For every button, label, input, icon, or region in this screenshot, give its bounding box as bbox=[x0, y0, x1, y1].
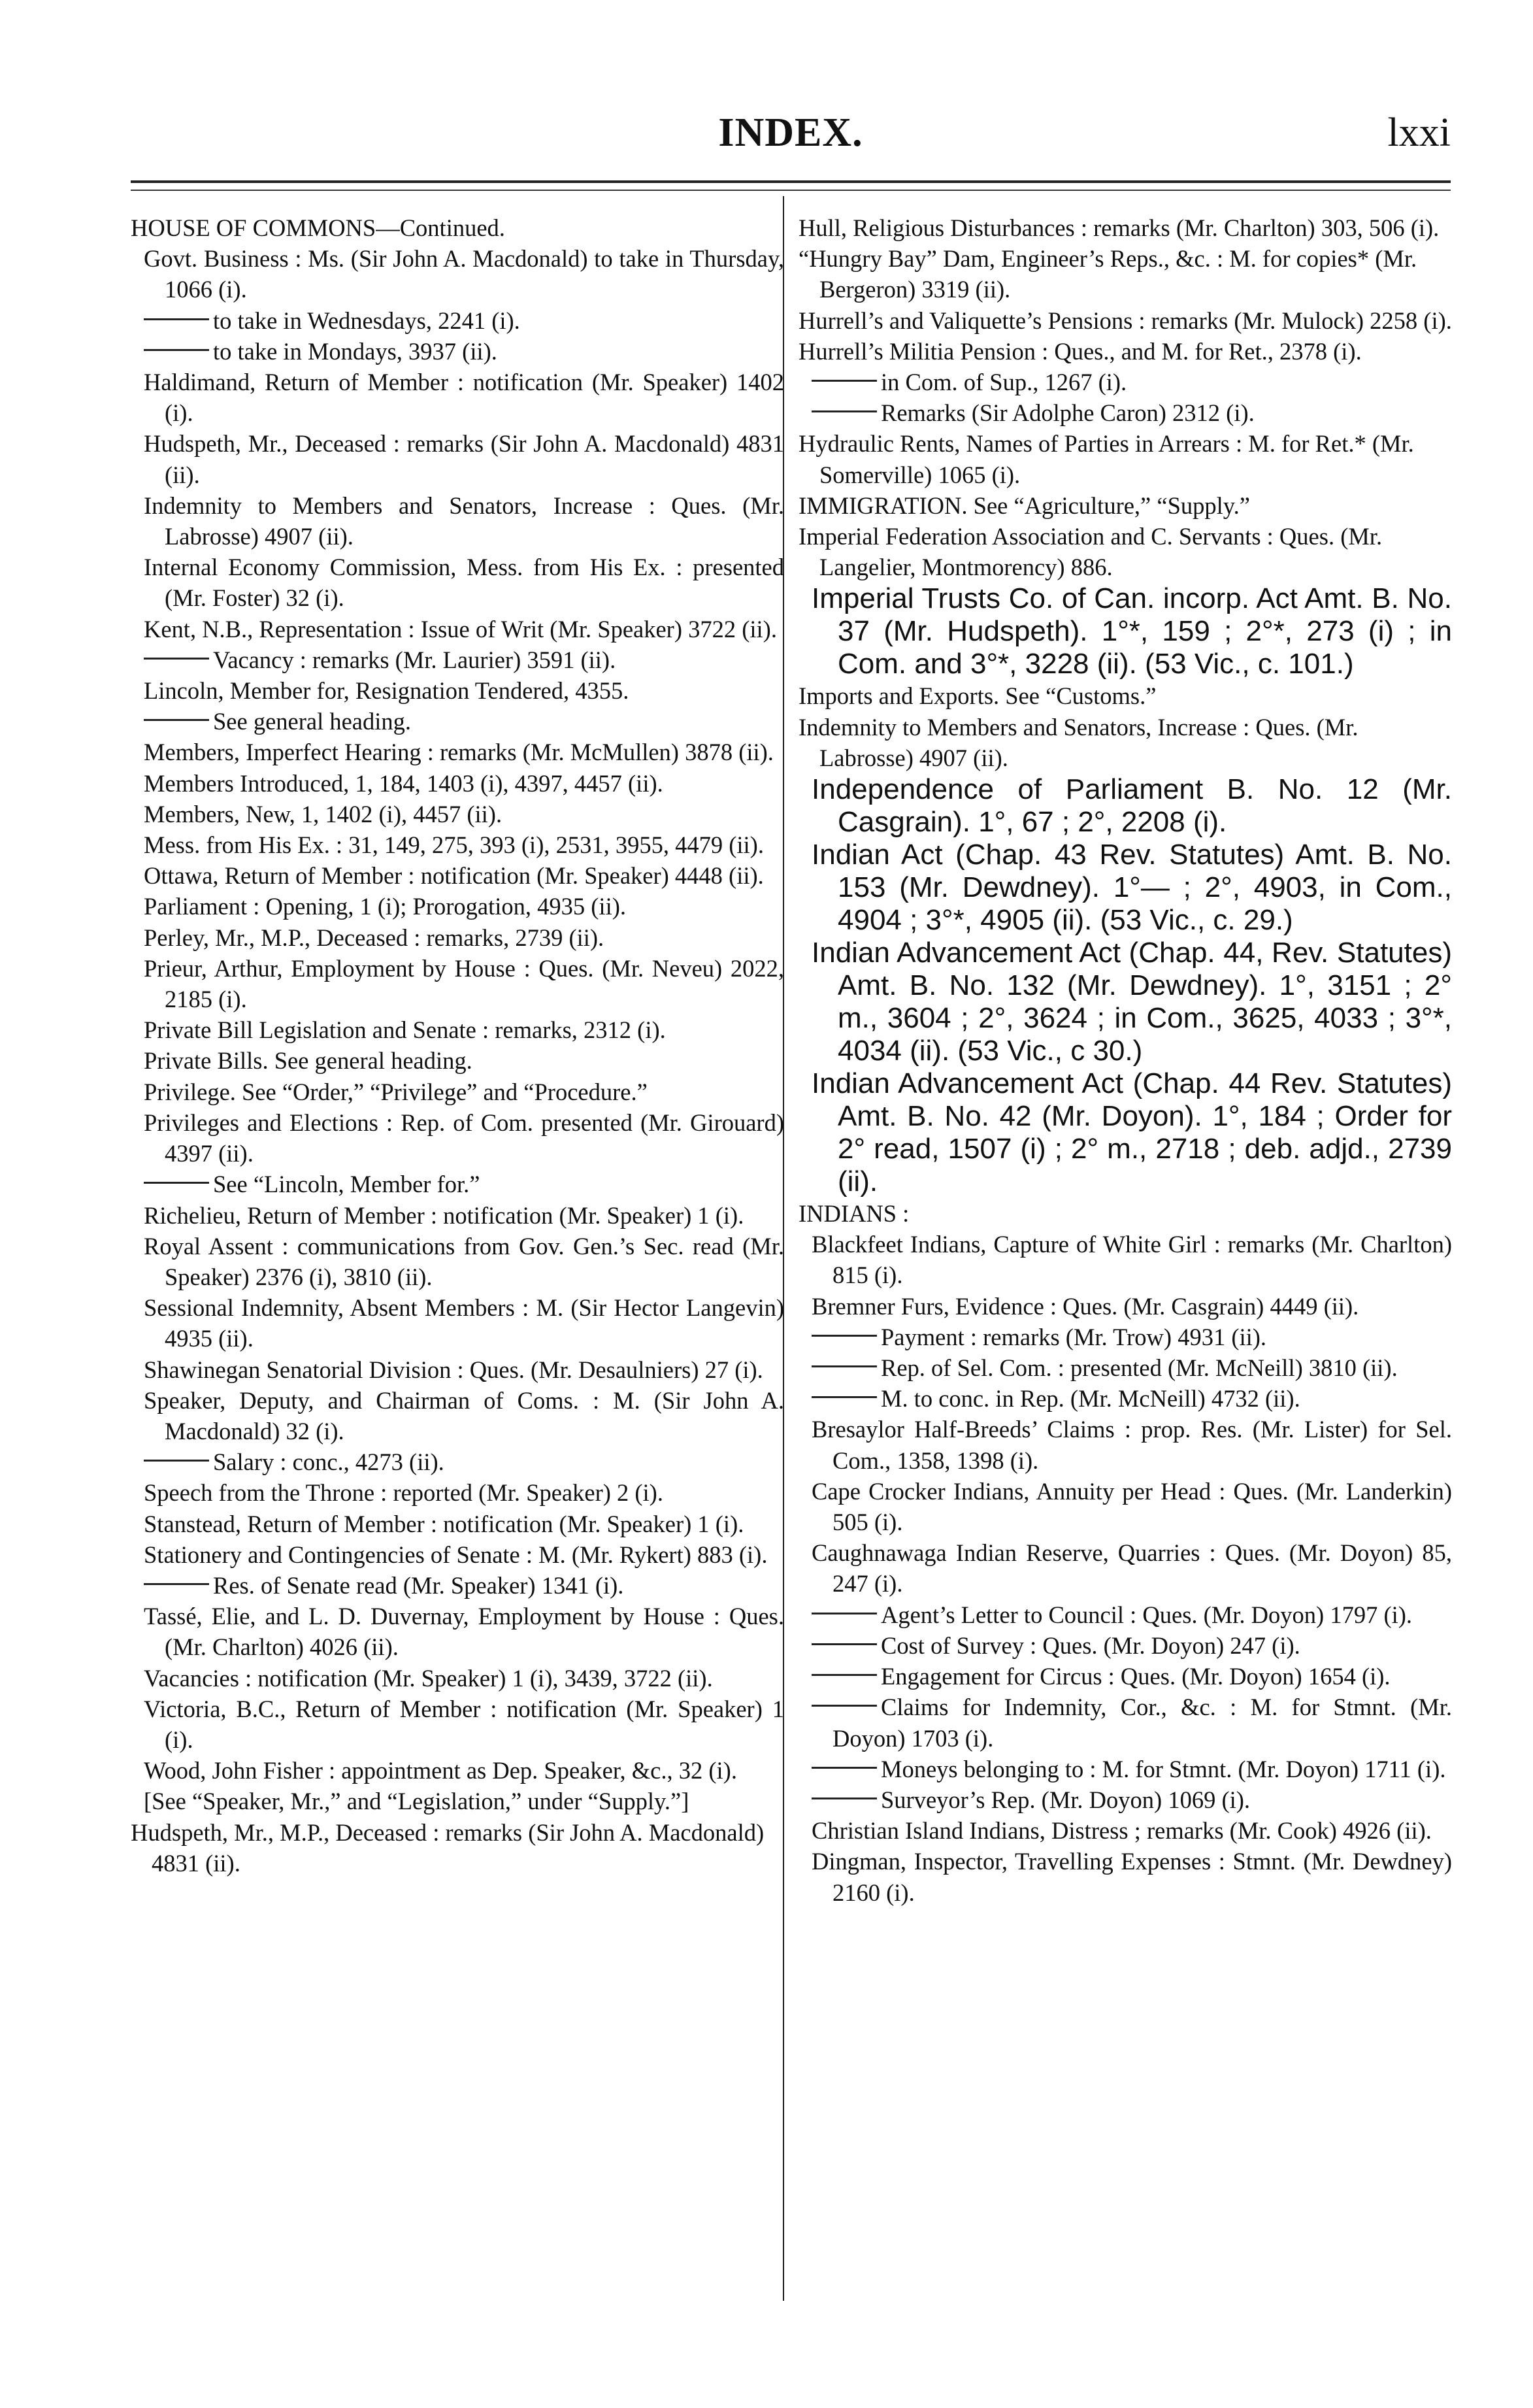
index-entry bbox=[799, 1815, 1452, 1846]
ditto-dash bbox=[812, 1365, 877, 1367]
entry-text: Blackfeet Indians, Capture of White Girl : remarks (Mr. Charlton) 815 (i). bbox=[812, 1231, 1452, 1289]
index-entry bbox=[131, 336, 784, 367]
header-rule-thin bbox=[131, 190, 1451, 191]
index-entry bbox=[799, 680, 1452, 711]
entry-text: Christian Island Indians, Distress ; remarks (Mr. Cook) 4926 (ii). bbox=[812, 1817, 1432, 1845]
ditto-dash bbox=[812, 1705, 877, 1707]
entry-text: M. to conc. in Rep. (Mr. McNeill) 4732 (ii). bbox=[881, 1385, 1300, 1413]
entry-text: Bresaylor Half-Breeds’ Claims : prop. Res. (Mr. Lister) for Sel. Com., 1358, 1398 (i). bbox=[812, 1416, 1452, 1474]
index-entry bbox=[131, 367, 784, 428]
index-entry bbox=[131, 860, 784, 891]
ditto-dash bbox=[144, 1182, 209, 1184]
index-entry bbox=[131, 1817, 784, 1879]
entry-text: Kent, N.B., Representation : Issue of Writ (Mr. Speaker) 3722 (ii). bbox=[144, 615, 777, 643]
entry-text: Hull, Religious Disturbances : remarks (Mr. Charlton) 303, 506 (i). bbox=[799, 214, 1440, 241]
entry-text: Private Bills. See general heading. bbox=[144, 1047, 472, 1075]
entry-text: Imports and Exports. See “Customs.” bbox=[799, 682, 1157, 710]
entry-text: Hydraulic Rents, Names of Parties in Arrears : M. for Ret.* (Mr. Somerville) 1065 (i). bbox=[799, 430, 1414, 488]
ditto-dash bbox=[144, 1460, 209, 1462]
index-entry bbox=[799, 243, 1452, 305]
entry-text: Shawinegan Senatorial Division : Ques. (Mr. Desaulniers) 27 (i). bbox=[144, 1356, 763, 1383]
index-entry bbox=[131, 1385, 784, 1446]
entry-text: Indian Advancement Act (Chap. 44 Rev. Statutes) Amt. B. No. 42 (Mr. Doyon). 1°, 184 ; Order for 2° read, 1507 (i) ; 2° m., 2718 ; deb. adjd., 2739 (ii). bbox=[812, 1067, 1452, 1198]
entry-text: Agent’s Letter to Council : Ques. (Mr. Doyon) 1797 (i). bbox=[881, 1601, 1413, 1628]
index-entry bbox=[131, 614, 784, 644]
entry-text: Stanstead, Return of Member : notification (Mr. Speaker) 1 (i). bbox=[144, 1510, 744, 1537]
ditto-dash bbox=[144, 658, 209, 660]
entry-text: Vacancy : remarks (Mr. Laurier) 3591 (ii). bbox=[213, 646, 616, 673]
entry-text: Hudspeth, Mr., Deceased : remarks (Sir John A. Macdonald) 4831 (ii). bbox=[144, 430, 784, 488]
index-entry bbox=[799, 582, 1452, 680]
index-entry bbox=[131, 243, 784, 305]
index-entry bbox=[799, 212, 1452, 243]
index-entry bbox=[131, 675, 784, 706]
entry-text: Salary : conc., 4273 (ii). bbox=[213, 1448, 444, 1476]
entry-text: “Hungry Bay” Dam, Engineer’s Reps., &c. : M. for copies* (Mr. Bergeron) 3319 (ii). bbox=[799, 245, 1417, 303]
index-entry bbox=[799, 1383, 1452, 1414]
index-entry bbox=[131, 891, 784, 922]
entry-text: Sessional Indemnity, Absent Members : M. (Sir Hector Langevin) 4935 (ii). bbox=[144, 1294, 784, 1352]
index-entry bbox=[131, 1539, 784, 1570]
entry-text: Ottawa, Return of Member : notification (Mr. Speaker) 4448 (ii). bbox=[144, 862, 764, 890]
entry-text: Caughnawaga Indian Reserve, Quarries : Ques. (Mr. Doyon) 85, 247 (i). bbox=[812, 1539, 1452, 1597]
entry-text: Indemnity to Members and Senators, Increase : Ques. (Mr. Labrosse) 4907 (ii). bbox=[799, 713, 1359, 771]
entry-text: [See “Speaker, Mr.,” and “Legislation,” under “Supply.”] bbox=[144, 1788, 689, 1815]
index-entry bbox=[131, 1694, 784, 1755]
index-entry bbox=[131, 1446, 784, 1477]
index-entry bbox=[131, 305, 784, 336]
index-entry bbox=[799, 1630, 1452, 1661]
index-entry bbox=[131, 1169, 784, 1199]
ditto-dash bbox=[812, 1674, 877, 1676]
entry-text: to take in Wednesdays, 2241 (i). bbox=[213, 307, 520, 334]
index-entry bbox=[799, 1067, 1452, 1198]
entry-text: IMMIGRATION. See “Agriculture,” “Supply.” bbox=[799, 492, 1250, 519]
entry-text: Perley, Mr., M.P., Deceased : remarks, 2739 (ii). bbox=[144, 924, 604, 951]
entry-text: Hurrell’s Militia Pension : Ques., and M. for Ret., 2378 (i). bbox=[799, 337, 1362, 365]
index-entry bbox=[131, 644, 784, 675]
index-entry bbox=[799, 367, 1452, 397]
page-title: INDEX. bbox=[718, 110, 863, 155]
entry-text: Claims for Indemnity, Cor., &c. : M. for Stmnt. (Mr. Doyon) 1703 (i). bbox=[832, 1694, 1452, 1752]
index-entry bbox=[131, 1663, 784, 1694]
index-entry bbox=[131, 737, 784, 767]
page-header bbox=[131, 98, 1451, 170]
index-entry bbox=[799, 1322, 1452, 1352]
index-entry bbox=[799, 336, 1452, 367]
index-entry bbox=[131, 552, 784, 613]
index-entry bbox=[131, 1077, 784, 1107]
entry-text: in Com. of Sup., 1267 (i). bbox=[881, 369, 1127, 396]
entry-text: Victoria, B.C., Return of Member : notification (Mr. Speaker) 1 (i). bbox=[144, 1695, 784, 1753]
entry-text: Wood, John Fisher : appointment as Dep. Speaker, &c., 32 (i). bbox=[144, 1757, 737, 1784]
index-entry bbox=[131, 1786, 784, 1816]
entry-text: Independence of Parliament B. No. 12 (Mr. Casgrain). 1°, 67 ; 2°, 2208 (i). bbox=[812, 773, 1452, 839]
index-entry bbox=[131, 1509, 784, 1539]
entry-text: to take in Mondays, 3937 (ii). bbox=[213, 337, 497, 365]
entry-text: Cost of Survey : Ques. (Mr. Doyon) 247 (i). bbox=[881, 1631, 1300, 1659]
index-entry bbox=[799, 1198, 1452, 1229]
index-entry bbox=[131, 1014, 784, 1045]
index-entry bbox=[799, 1476, 1452, 1537]
index-entry bbox=[799, 1661, 1452, 1692]
index-entry bbox=[799, 1784, 1452, 1815]
entry-text: Privileges and Elections : Rep. of Com. presented (Mr. Girouard) 4397 (ii). bbox=[144, 1109, 784, 1167]
index-entry bbox=[799, 839, 1452, 937]
index-entry bbox=[799, 1599, 1452, 1630]
entry-text: Parliament : Opening, 1 (i); Prorogation, 4935 (ii). bbox=[144, 893, 626, 920]
entry-text: Speech from the Throne : reported (Mr. Speaker) 2 (i). bbox=[144, 1479, 663, 1507]
entry-text: Rep. of Sel. Com. : presented (Mr. McNeill) 3810 (ii). bbox=[881, 1354, 1398, 1382]
index-entry bbox=[131, 1200, 784, 1231]
entry-text: Engagement for Circus : Ques. (Mr. Doyon) 1654 (i). bbox=[881, 1663, 1391, 1690]
index-entry bbox=[799, 521, 1452, 582]
ditto-dash bbox=[812, 410, 877, 412]
index-entry bbox=[799, 1692, 1452, 1753]
entry-text: Imperial Trusts Co. of Can. incorp. Act Amt. B. No. 37 (Mr. Hudspeth). 1°*, 159 ; 2°*, 273 (i) ; in Com. and 3°*, 3228 (ii). (53 Vic., c. 101.) bbox=[812, 582, 1452, 680]
index-entry bbox=[799, 1537, 1452, 1599]
index-entry bbox=[131, 1292, 784, 1354]
index-entry bbox=[799, 1229, 1452, 1290]
entry-text: Tassé, Elie, and L. D. Duvernay, Employment by House : Ques. (Mr. Charlton) 4026 (ii). bbox=[144, 1603, 784, 1661]
index-entry bbox=[131, 706, 784, 737]
entry-text: Mess. from His Ex. : 31, 149, 275, 393 (i), 2531, 3955, 4479 (ii). bbox=[144, 831, 764, 859]
entry-text: Stationery and Contingencies of Senate : M. (Mr. Rykert) 883 (i). bbox=[144, 1541, 768, 1568]
index-entry bbox=[131, 1354, 784, 1385]
entry-text: Govt. Business : Ms. (Sir John A. Macdonald) to take in Thursday, 1066 (i). bbox=[144, 245, 784, 303]
index-entry bbox=[799, 428, 1452, 490]
index-entry bbox=[131, 1755, 784, 1786]
index-entry bbox=[131, 799, 784, 829]
entry-text: Dingman, Inspector, Travelling Expenses : Stmnt. (Mr. Dewdney) 2160 (i). bbox=[812, 1848, 1452, 1906]
entry-text: Royal Assent : communications from Gov. Gen.’s Sec. read (Mr. Speaker) 2376 (i), 3810 (ii). bbox=[144, 1232, 784, 1290]
entry-text: Indian Act (Chap. 43 Rev. Statutes) Amt. B. No. 153 (Mr. Dewdney). 1°— ; 2°, 4903, in Com., 4904 ; 3°*, 4905 (ii). (53 Vic., c. 29.) bbox=[812, 839, 1452, 937]
index-entry bbox=[799, 712, 1452, 773]
index-entry bbox=[799, 1754, 1452, 1784]
entry-text: Prieur, Arthur, Employment by House : Ques. (Mr. Neveu) 2022, 2185 (i). bbox=[144, 954, 784, 1013]
index-entry bbox=[131, 1570, 784, 1601]
ditto-dash bbox=[812, 380, 877, 382]
header-rule bbox=[131, 180, 1451, 183]
entry-text: Richelieu, Return of Member : notification (Mr. Speaker) 1 (i). bbox=[144, 1201, 744, 1229]
ditto-dash bbox=[144, 349, 209, 351]
entry-text: Indian Advancement Act (Chap. 44, Rev. Statutes) Amt. B. No. 132 (Mr. Dewdney). 1°, 3151 ; 2° m., 3604 ; 2°, 3624 ; in Com., 3625, 4033 ; 3°*, 4034 (ii). (53 Vic., c 30.) bbox=[812, 937, 1452, 1067]
ditto-dash bbox=[812, 1613, 877, 1614]
index-entry bbox=[131, 1231, 784, 1292]
index-entry bbox=[131, 953, 784, 1014]
ditto-dash bbox=[144, 318, 209, 320]
entry-text: See “Lincoln, Member for.” bbox=[213, 1171, 480, 1198]
ditto-dash bbox=[812, 1396, 877, 1398]
entry-text: Remarks (Sir Adolphe Caron) 2312 (i). bbox=[881, 399, 1255, 427]
right-column bbox=[799, 212, 1452, 1908]
index-entry bbox=[799, 1291, 1452, 1322]
entry-text: INDIANS : bbox=[799, 1200, 910, 1228]
ditto-dash bbox=[812, 1798, 877, 1799]
entry-text: Internal Economy Commission, Mess. from His Ex. : presented (Mr. Foster) 32 (i). bbox=[144, 554, 784, 612]
ditto-dash bbox=[144, 1583, 209, 1585]
ditto-dash bbox=[812, 1335, 877, 1337]
entry-text: Cape Crocker Indians, Annuity per Head : Ques. (Mr. Landerkin) 505 (i). bbox=[812, 1477, 1452, 1536]
entry-text: Hudspeth, Mr., M.P., Deceased : remarks (Sir John A. Macdonald) 4831 (ii). bbox=[131, 1818, 765, 1877]
index-entry bbox=[131, 1107, 784, 1169]
ditto-dash bbox=[144, 719, 209, 721]
entry-text: Private Bill Legislation and Senate : remarks, 2312 (i). bbox=[144, 1016, 666, 1044]
entry-text: See general heading. bbox=[213, 708, 412, 735]
entry-text: Res. of Senate read (Mr. Speaker) 1341 (i). bbox=[213, 1571, 624, 1599]
index-entry bbox=[131, 1477, 784, 1508]
entry-text: Surveyor’s Rep. (Mr. Doyon) 1069 (i). bbox=[881, 1786, 1251, 1813]
index-entry bbox=[799, 1846, 1452, 1907]
index-entry bbox=[131, 428, 784, 490]
entry-text: Speaker, Deputy, and Chairman of Coms. : M. (Sir John A. Macdonald) 32 (i). bbox=[144, 1386, 784, 1445]
index-entry bbox=[131, 1045, 784, 1076]
entry-text: Haldimand, Return of Member : notification (Mr. Speaker) 1402 (i). bbox=[144, 369, 784, 427]
index-entry bbox=[799, 937, 1452, 1067]
index-entry bbox=[131, 490, 784, 552]
entry-text: Moneys belonging to : M. for Stmnt. (Mr. Doyon) 1711 (i). bbox=[881, 1755, 1446, 1782]
entry-text: Members, Imperfect Hearing : remarks (Mr. McMullen) 3878 (ii). bbox=[144, 739, 774, 766]
page-number: lxxi bbox=[1387, 110, 1451, 155]
index-entry bbox=[131, 829, 784, 860]
entry-text: Members, New, 1, 1402 (i), 4457 (ii). bbox=[144, 800, 503, 828]
index-entry bbox=[799, 305, 1452, 336]
section-heading bbox=[131, 212, 784, 243]
index-entry bbox=[131, 768, 784, 799]
ditto-dash bbox=[812, 1643, 877, 1645]
entry-text: Hurrell’s and Valiquette’s Pensions : remarks (Mr. Mulock) 2258 (i). bbox=[799, 307, 1452, 334]
entry-text: Members Introduced, 1, 184, 1403 (i), 4397, 4457 (ii). bbox=[144, 769, 663, 797]
index-entry bbox=[131, 922, 784, 953]
entry-text: HOUSE OF COMMONS—Continued. bbox=[131, 214, 505, 241]
left-column bbox=[131, 212, 784, 1879]
index-entry bbox=[799, 773, 1452, 839]
index-entry bbox=[799, 490, 1452, 521]
entry-text: Imperial Federation Association and C. Servants : Ques. (Mr. Langelier, Montmorency) 886. bbox=[799, 523, 1383, 581]
index-entry bbox=[799, 1352, 1452, 1383]
ditto-dash bbox=[812, 1767, 877, 1769]
entry-text: Vacancies : notification (Mr. Speaker) 1 (i), 3439, 3722 (ii). bbox=[144, 1664, 713, 1692]
index-entry bbox=[131, 1601, 784, 1662]
index-entry bbox=[799, 1414, 1452, 1475]
entry-text: Payment : remarks (Mr. Trow) 4931 (ii). bbox=[881, 1323, 1267, 1350]
entry-text: Lincoln, Member for, Resignation Tendered, 4355. bbox=[144, 677, 629, 705]
entry-text: Bremner Furs, Evidence : Ques. (Mr. Casgrain) 4449 (ii). bbox=[812, 1292, 1359, 1320]
entry-text: Indemnity to Members and Senators, Increase : Ques. (Mr. Labrosse) 4907 (ii). bbox=[144, 492, 784, 550]
entry-text: Privilege. See “Order,” “Privilege” and “Procedure.” bbox=[144, 1078, 648, 1105]
index-entry bbox=[799, 397, 1452, 428]
